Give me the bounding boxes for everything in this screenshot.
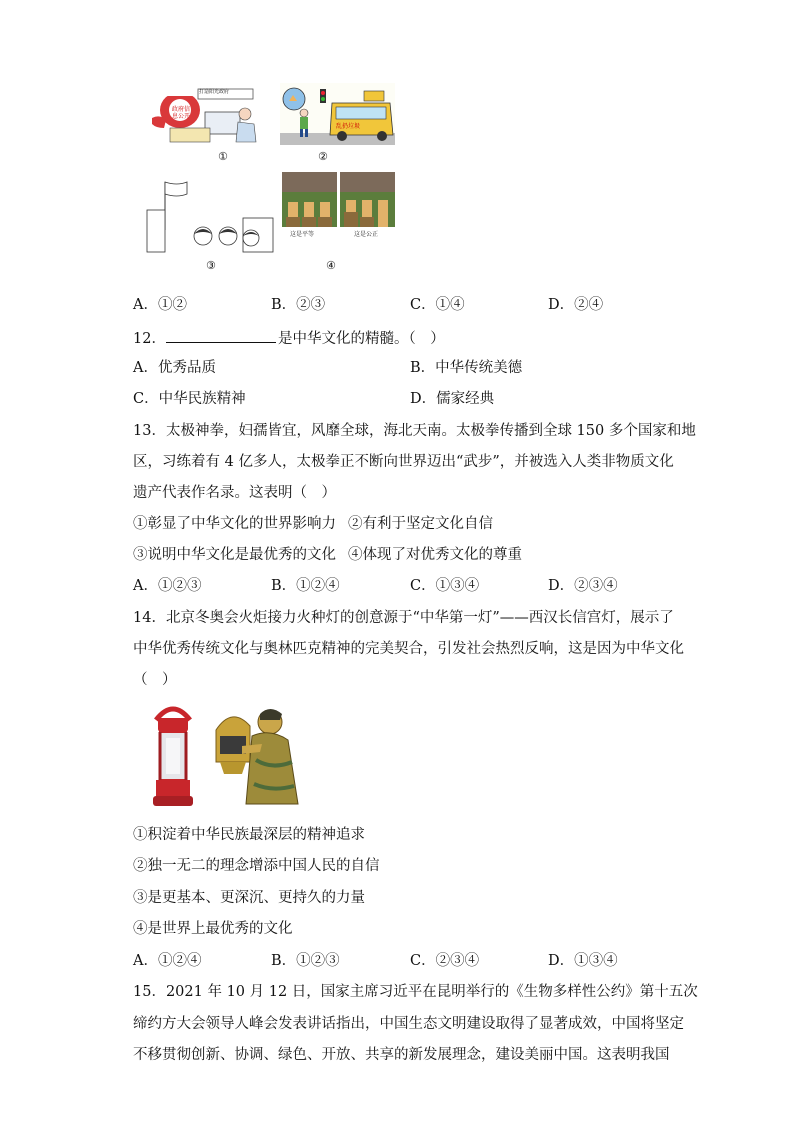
q14-option-d[interactable]: D．①③④ — [548, 953, 618, 969]
q13-stem-line-2: 区，习练着有 4 亿多人，太极拳正不断向世界迈出“武步”，并被选入人类非物质文化 — [133, 454, 674, 470]
q14-stem-line-3: （ ） — [133, 672, 177, 688]
caption-4: ④ — [326, 259, 336, 272]
caption-3: ③ — [206, 259, 216, 272]
q15-stem-line-3: 不移贯彻创新、协调、绿色、开放、共享的新发展理念，建设美丽中国。这表明我国 — [133, 1047, 670, 1063]
q14-option-b[interactable]: B．①②③ — [271, 953, 340, 969]
q14-statement-1: ①积淀着中华民族最深层的精神追求 — [133, 827, 365, 843]
q13-option-b[interactable]: B．①②④ — [271, 578, 340, 594]
q13-option-c[interactable]: C．①③④ — [410, 578, 480, 594]
q14-statement-3: ③是更基本、更深沉、更持久的力量 — [133, 890, 365, 906]
caption-2: ② — [318, 150, 328, 163]
cartoon4-right-text: 这是公正 — [354, 231, 379, 238]
q12-option-a[interactable]: A．优秀品质 — [133, 360, 216, 376]
q14-stem-line-2: 中华优秀传统文化与奥林匹克精神的完美契合，引发社会热烈反响，这是因为中华文化 — [133, 641, 684, 657]
cartoon4-left-text: 这是平等 — [290, 231, 315, 238]
cartoon1-badge-text: 政府信息公开 — [171, 106, 190, 120]
q13-stem-line-1: 13．太极神拳，妇孺皆宜，风靡全球，海北天南。太极拳传播到全球 150 多个国家和地 — [133, 423, 696, 439]
q11-option-a[interactable]: A．①② — [133, 297, 187, 313]
q15-stem-line-1: 15．2021 年 10 月 12 日，国家主席习近平在昆明举行的《生物多样性公约》第十五次 — [133, 984, 698, 1000]
q14-statement-2: ②独一无二的理念增添中国人民的自信 — [133, 858, 380, 874]
q12-number: 12． — [133, 331, 166, 347]
q13-option-a[interactable]: A．①②③ — [133, 578, 202, 594]
q13-statement-3: ③说明中华文化是最优秀的文化 — [133, 547, 336, 563]
q12-stem-text: 是中华文化的精髓。（ ） — [277, 331, 445, 347]
q13-stem-line-3: 遗产代表作名录。这表明（ ） — [133, 485, 336, 501]
q12-option-c[interactable]: C．中华民族精神 — [133, 391, 246, 407]
q11-option-d[interactable]: D．②④ — [548, 297, 604, 313]
q11-option-b[interactable]: B．②③ — [271, 297, 326, 313]
q12-blank — [166, 328, 276, 343]
q14-stem-line-1: 14．北京冬奥会火炬接力火种灯的创意源于“中华第一灯”——西汉长信宫灯，展示了 — [133, 610, 674, 626]
q13-statement-4: ④体现了对优秀文化的尊重 — [348, 547, 522, 563]
caption-1: ① — [218, 150, 228, 163]
cartoon1-sign-text: 打造阳光政府 — [199, 89, 230, 95]
q11-option-c[interactable]: C．①④ — [410, 297, 465, 313]
cartoon2-bus-text: 乱扔垃圾 — [336, 123, 361, 130]
q13-option-d[interactable]: D．②③④ — [548, 578, 618, 594]
cartoon-flag-crowd — [143, 180, 278, 255]
q14-option-c[interactable]: C．②③④ — [410, 953, 480, 969]
q13-statement-1: ①彰显了中华文化的世界影响力 — [133, 516, 336, 532]
cartoon-littering-bus — [280, 83, 395, 145]
q12-stem — [133, 328, 445, 348]
q12-option-d[interactable]: D．儒家经典 — [410, 391, 495, 407]
q14-option-a[interactable]: A．①②④ — [133, 953, 202, 969]
q14-statement-4: ④是世界上最优秀的文化 — [133, 921, 293, 937]
q12-option-b[interactable]: B．中华传统美德 — [410, 360, 523, 376]
olympic-flame-lamp-image — [148, 700, 198, 810]
changxin-palace-lamp-image — [206, 700, 302, 810]
q15-stem-line-2: 缔约方大会领导人峰会发表讲话指出，中国生态文明建设取得了显著成效，中国将坚定 — [133, 1016, 684, 1032]
q13-statement-2: ②有利于坚定文化自信 — [348, 516, 493, 532]
